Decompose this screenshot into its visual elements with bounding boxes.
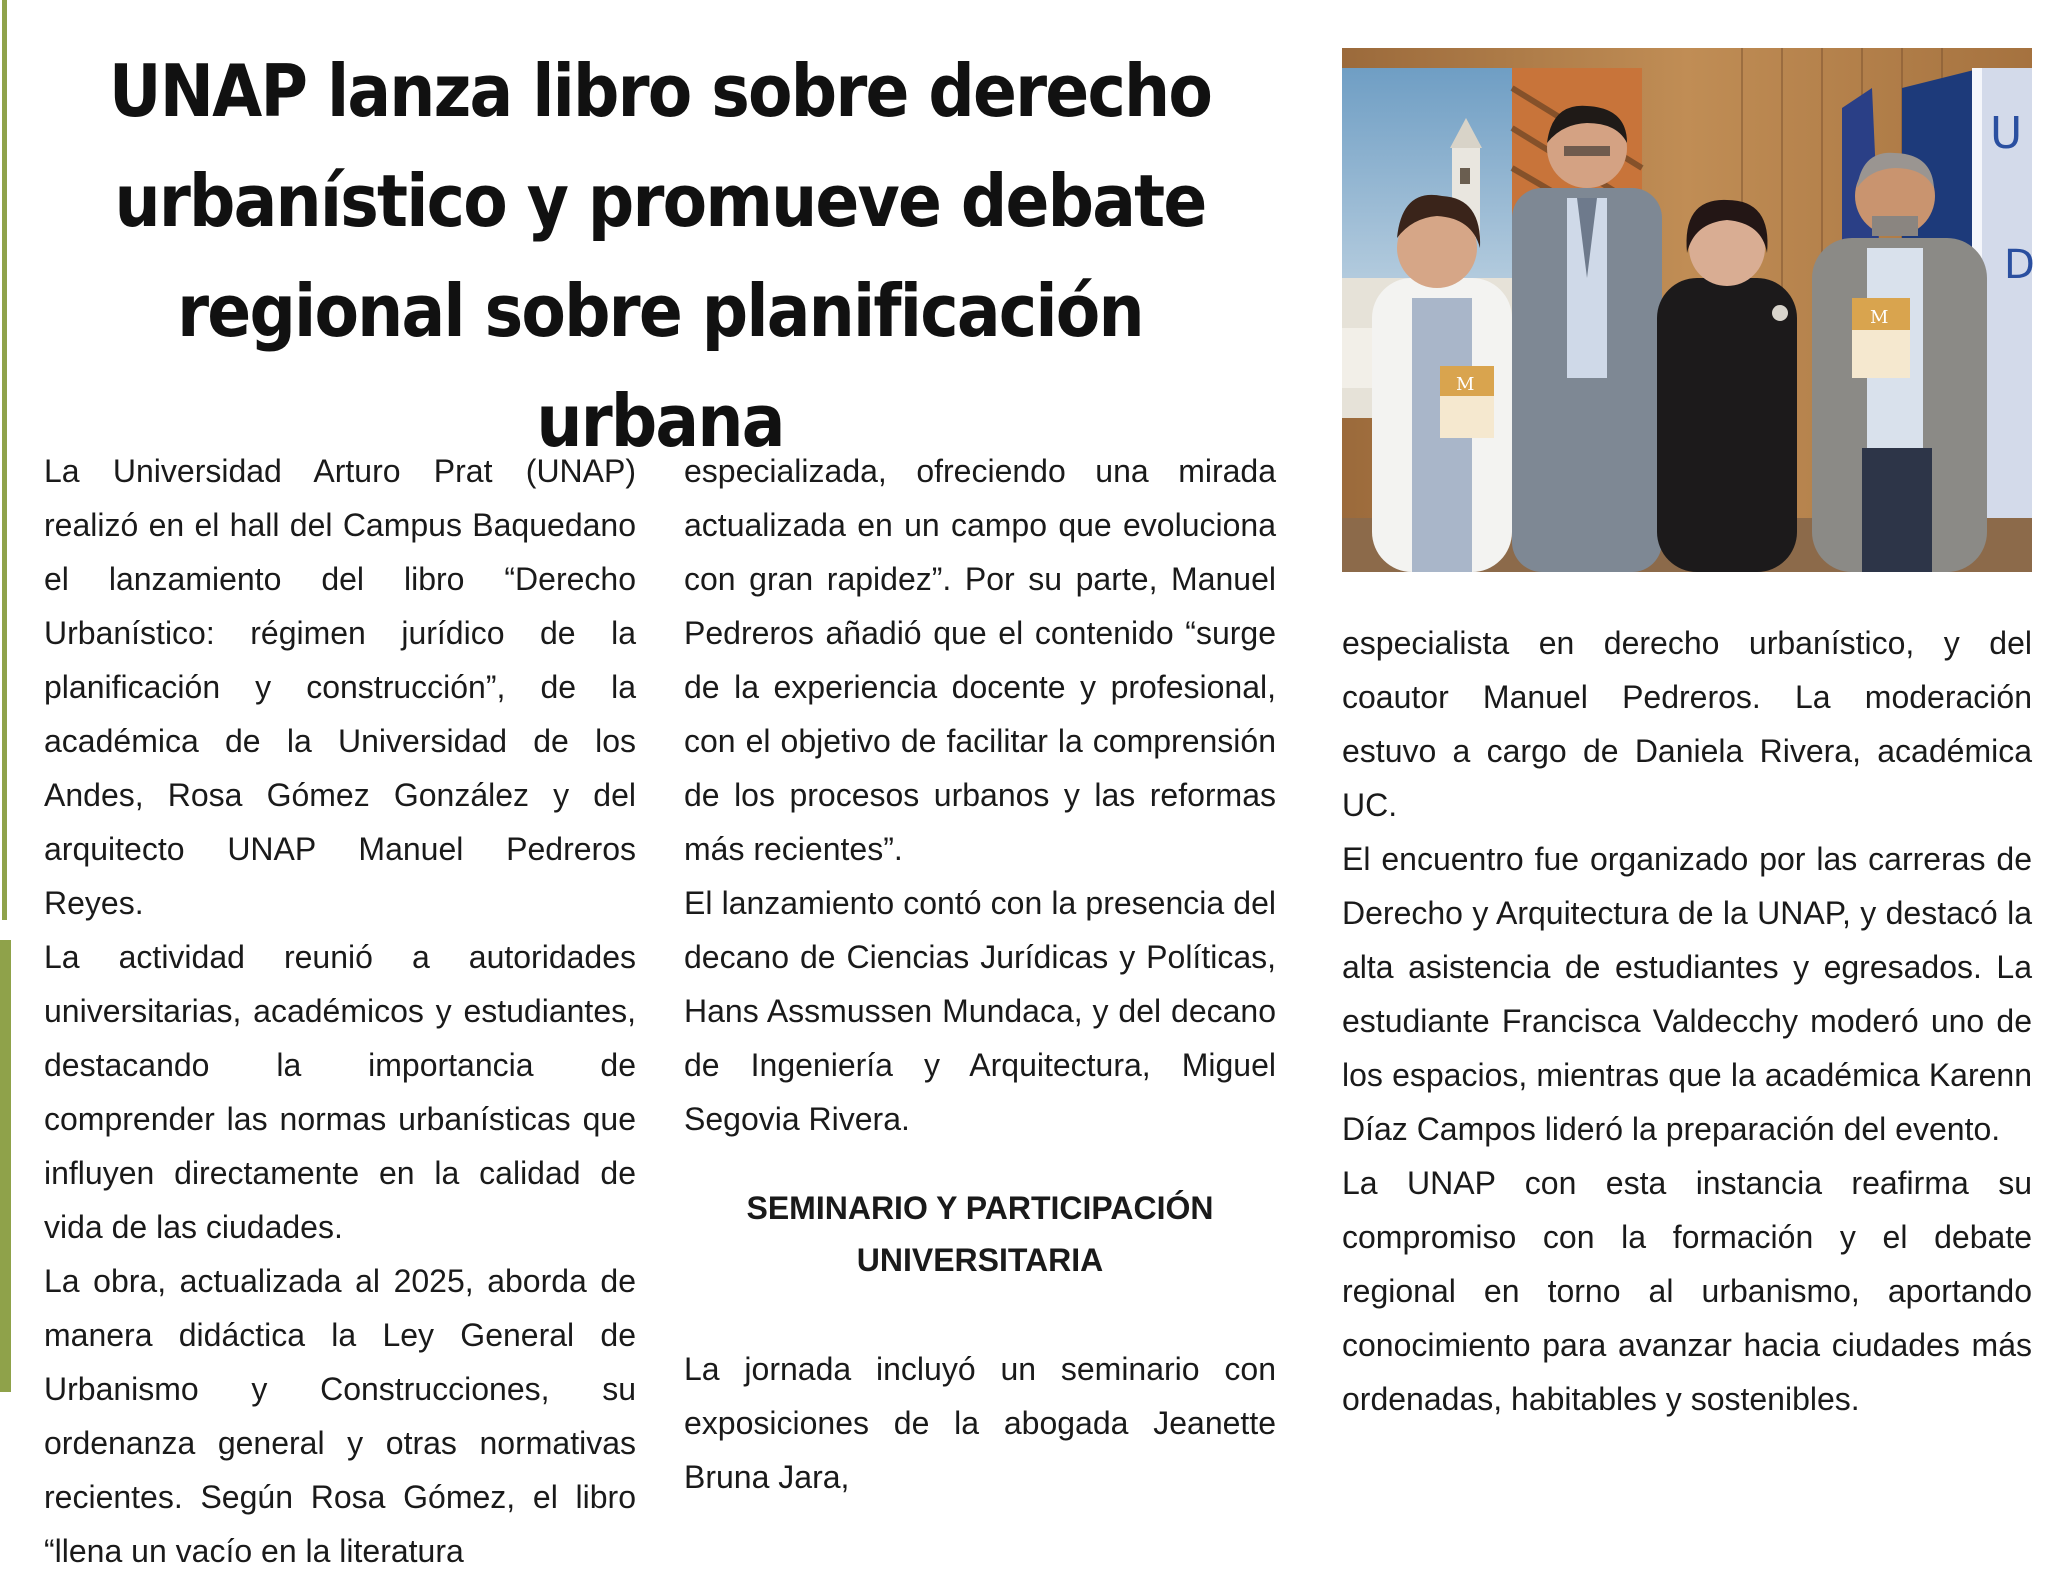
paragraph: La UNAP con esta instancia reafirma su compromiso con la formación y el debate regional en torno al urbanismo, aportando conocimiento para avanzar hacia ciudades más ordenadas, habitables y sostenibles.	[1342, 1165, 2032, 1417]
article-photo	[1342, 48, 2035, 572]
accent-rule-top	[2, 0, 7, 920]
paragraph: especializada, ofreciendo una mirada actualizada en un campo que evoluciona con gran rapidez”. Por su parte, Manuel Pedreros añadió que el contenido “surge de la experiencia docente y profesional, con el objetivo de facilitar la comprensión de los procesos urbanos y las reformas más recientes”.	[684, 453, 1276, 867]
article-column-3	[1342, 616, 2032, 1426]
paragraph: El lanzamiento contó con la presencia del decano de Ciencias Jurídicas y Políticas, Hans Assmussen Mundaca, y del decano de Ingeniería y Arquitectura, Miguel Segovia Rivera.	[684, 885, 1276, 1137]
article-headline: UNAP lanza libro sobre derecho urbanístico y promueve debate regional sobre planificación urbana	[108, 49, 1212, 463]
article-column-1	[44, 444, 636, 1578]
paragraph: El encuentro fue organizado por las carreras de Derecho y Arquitectura de la UNAP, y destacó la alta asistencia de estudiantes y egresados. La estudiante Francisca Valdecchy moderó uno de los espacios, mientras que la académica Karenn Díaz Campos lideró la preparación del evento.	[1342, 841, 2032, 1147]
paragraph: La jornada incluyó un seminario con exposiciones de la abogada Jeanette Bruna Jara,	[684, 1351, 1276, 1495]
accent-rule-bottom	[0, 940, 11, 1392]
left-accent-rule	[0, 0, 12, 1392]
paragraph: La obra, actualizada al 2025, aborda de manera didáctica la Ley General de Urbanismo y Construcciones, su ordenanza general y otras normativas recientes. Según Rosa Gómez, el libro “llena un vacío en la literatura	[44, 1263, 636, 1569]
book-mark-1: M	[1456, 374, 1475, 395]
paragraph: especialista en derecho urbanístico, y del coautor Manuel Pedreros. La moderación estuvo a cargo de Daniela Rivera, académica UC.	[1342, 625, 2032, 823]
banner-letter-u: U	[1990, 108, 2023, 159]
book-mark-2: M	[1870, 307, 1889, 328]
article-column-2	[684, 444, 1276, 1504]
banner-letter-d: D	[2004, 242, 2035, 288]
paragraph: La Universidad Arturo Prat (UNAP) realizó en el hall del Campus Baquedano el lanzamiento del libro “Derecho Urbanístico: régimen jurídico de la planificación y construcción”, de la académica de la Universidad de los Andes, Rosa Gómez González y del arquitecto UNAP Manuel Pedreros Reyes.	[44, 453, 636, 921]
section-subheading: SEMINARIO Y PARTICIPACIÓN UNIVERSITARIA	[746, 1190, 1214, 1278]
paragraph: La actividad reunió a autoridades universitarias, académicos y estudiantes, destacando la importancia de comprender las normas urbanísticas que influyen directamente en la calidad de vida de las ciudades.	[44, 939, 636, 1245]
